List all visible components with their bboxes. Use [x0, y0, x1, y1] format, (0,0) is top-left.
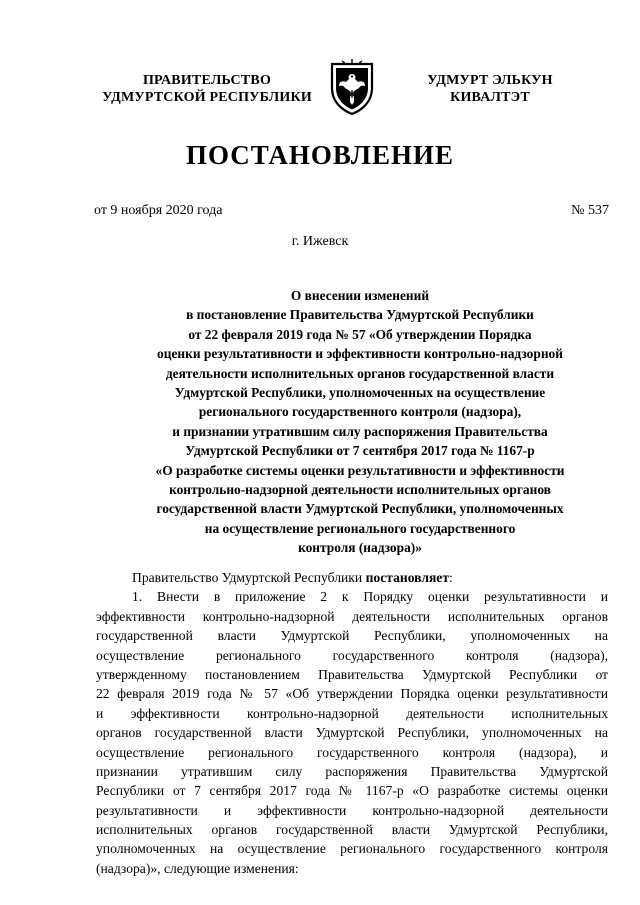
body-line: признании утратившим силу распоряжения Правительства Удмуртской: [96, 763, 608, 779]
title-line: деятельности исполнительных органов государственной власти: [165, 365, 555, 381]
document-number: № 537: [571, 203, 609, 218]
title-line: О внесении изменений: [290, 288, 430, 303]
document-type-title: ПОСТАНОВЛЕНИЕ: [185, 140, 455, 170]
title-line: государственной власти Удмуртской Республики, уполномоченных: [156, 501, 564, 517]
body-line: государственной власти Удмуртской Республики, уполномоченных на: [96, 628, 608, 644]
title-line: регионального государственного контроля (надзора),: [198, 404, 522, 420]
resolution-body: [96, 568, 608, 878]
title-line: контрольно-надзорной деятельности исполнительных органов: [169, 482, 551, 498]
resolution-title: [80, 286, 640, 558]
body-line: утвержденному постановлением Правительства Удмуртской Республики от: [96, 666, 608, 682]
title-line: и признании утратившим силу распоряжения Правительства: [172, 423, 548, 439]
issuer-line-2: УДМУРТСКОЙ РЕСПУБЛИКИ: [102, 90, 312, 105]
title-line: на осуществление регионального государственного: [204, 520, 516, 536]
body-line: Республики от 7 сентября 2017 года № 1167-р «О разработке системы оценки: [96, 783, 608, 799]
body-line: 1. Внести в приложение 2 к Порядку оценки результативности и: [132, 589, 608, 605]
title-line: контроля (надзора)»: [298, 540, 422, 556]
body-line: и эффективности контрольно-надзорной деятельности исполнительных: [96, 705, 608, 721]
document-date: от 9 ноября 2020 года: [94, 203, 223, 218]
body-line: осуществление регионального государственного контроля (надзора),: [96, 647, 608, 663]
intro-text: Правительство Удмуртской Республики: [132, 570, 366, 585]
intro-paragraph: [96, 568, 608, 587]
intro-colon: :: [449, 570, 453, 585]
intro-decree-word: постановляет: [365, 570, 450, 585]
body-line: эффективности контрольно-надзорной деятельности исполнительных органов: [96, 608, 608, 624]
body-line: (надзора)», следующие изменения:: [96, 860, 299, 876]
body-line: органов государственной власти Удмуртской Республики, уполномоченных на: [96, 725, 608, 741]
title-line: «О разработке системы оценки результативности и эффективности: [155, 462, 565, 478]
title-line: Удмуртской Республики, уполномоченных на осуществление: [174, 385, 546, 401]
body-line: осуществление регионального государственного контроля (надзора), и: [96, 744, 608, 760]
issuer-line-1: ПРАВИТЕЛЬСТВО: [142, 73, 272, 88]
title-line: оценки результативности и эффективности контрольно-надзорной: [157, 346, 563, 362]
issuer-udmurt-line-2: КИВАЛТЭТ: [450, 90, 530, 105]
body-line: результативности и эффективности контрольно-надзорной деятельности: [96, 802, 608, 818]
coat-of-arms-icon: [328, 58, 376, 116]
body-line: исполнительных органов государственной власти Удмуртской Республики,: [96, 822, 608, 838]
issuer-udmurt-line-1: УДМУРТ ЭЛЬКУН: [427, 73, 553, 88]
title-line: Удмуртской Республики от 7 сентября 2017 года № 1167-р: [185, 443, 535, 459]
issuer-header-udmurt: [410, 72, 570, 106]
body-line: 22 февраля 2019 года № 57 «Об утверждении Порядка оценки результативности: [96, 686, 608, 702]
title-line: в постановление Правительства Удмуртской Республики: [186, 307, 534, 323]
document-city: г. Ижевск: [291, 234, 349, 249]
issuer-header-russian: [82, 72, 332, 106]
title-line: от 22 февраля 2019 года № 57 «Об утверждении Порядка: [188, 326, 532, 342]
body-line: уполномоченных на осуществление регионального государственного контроля: [96, 841, 608, 857]
